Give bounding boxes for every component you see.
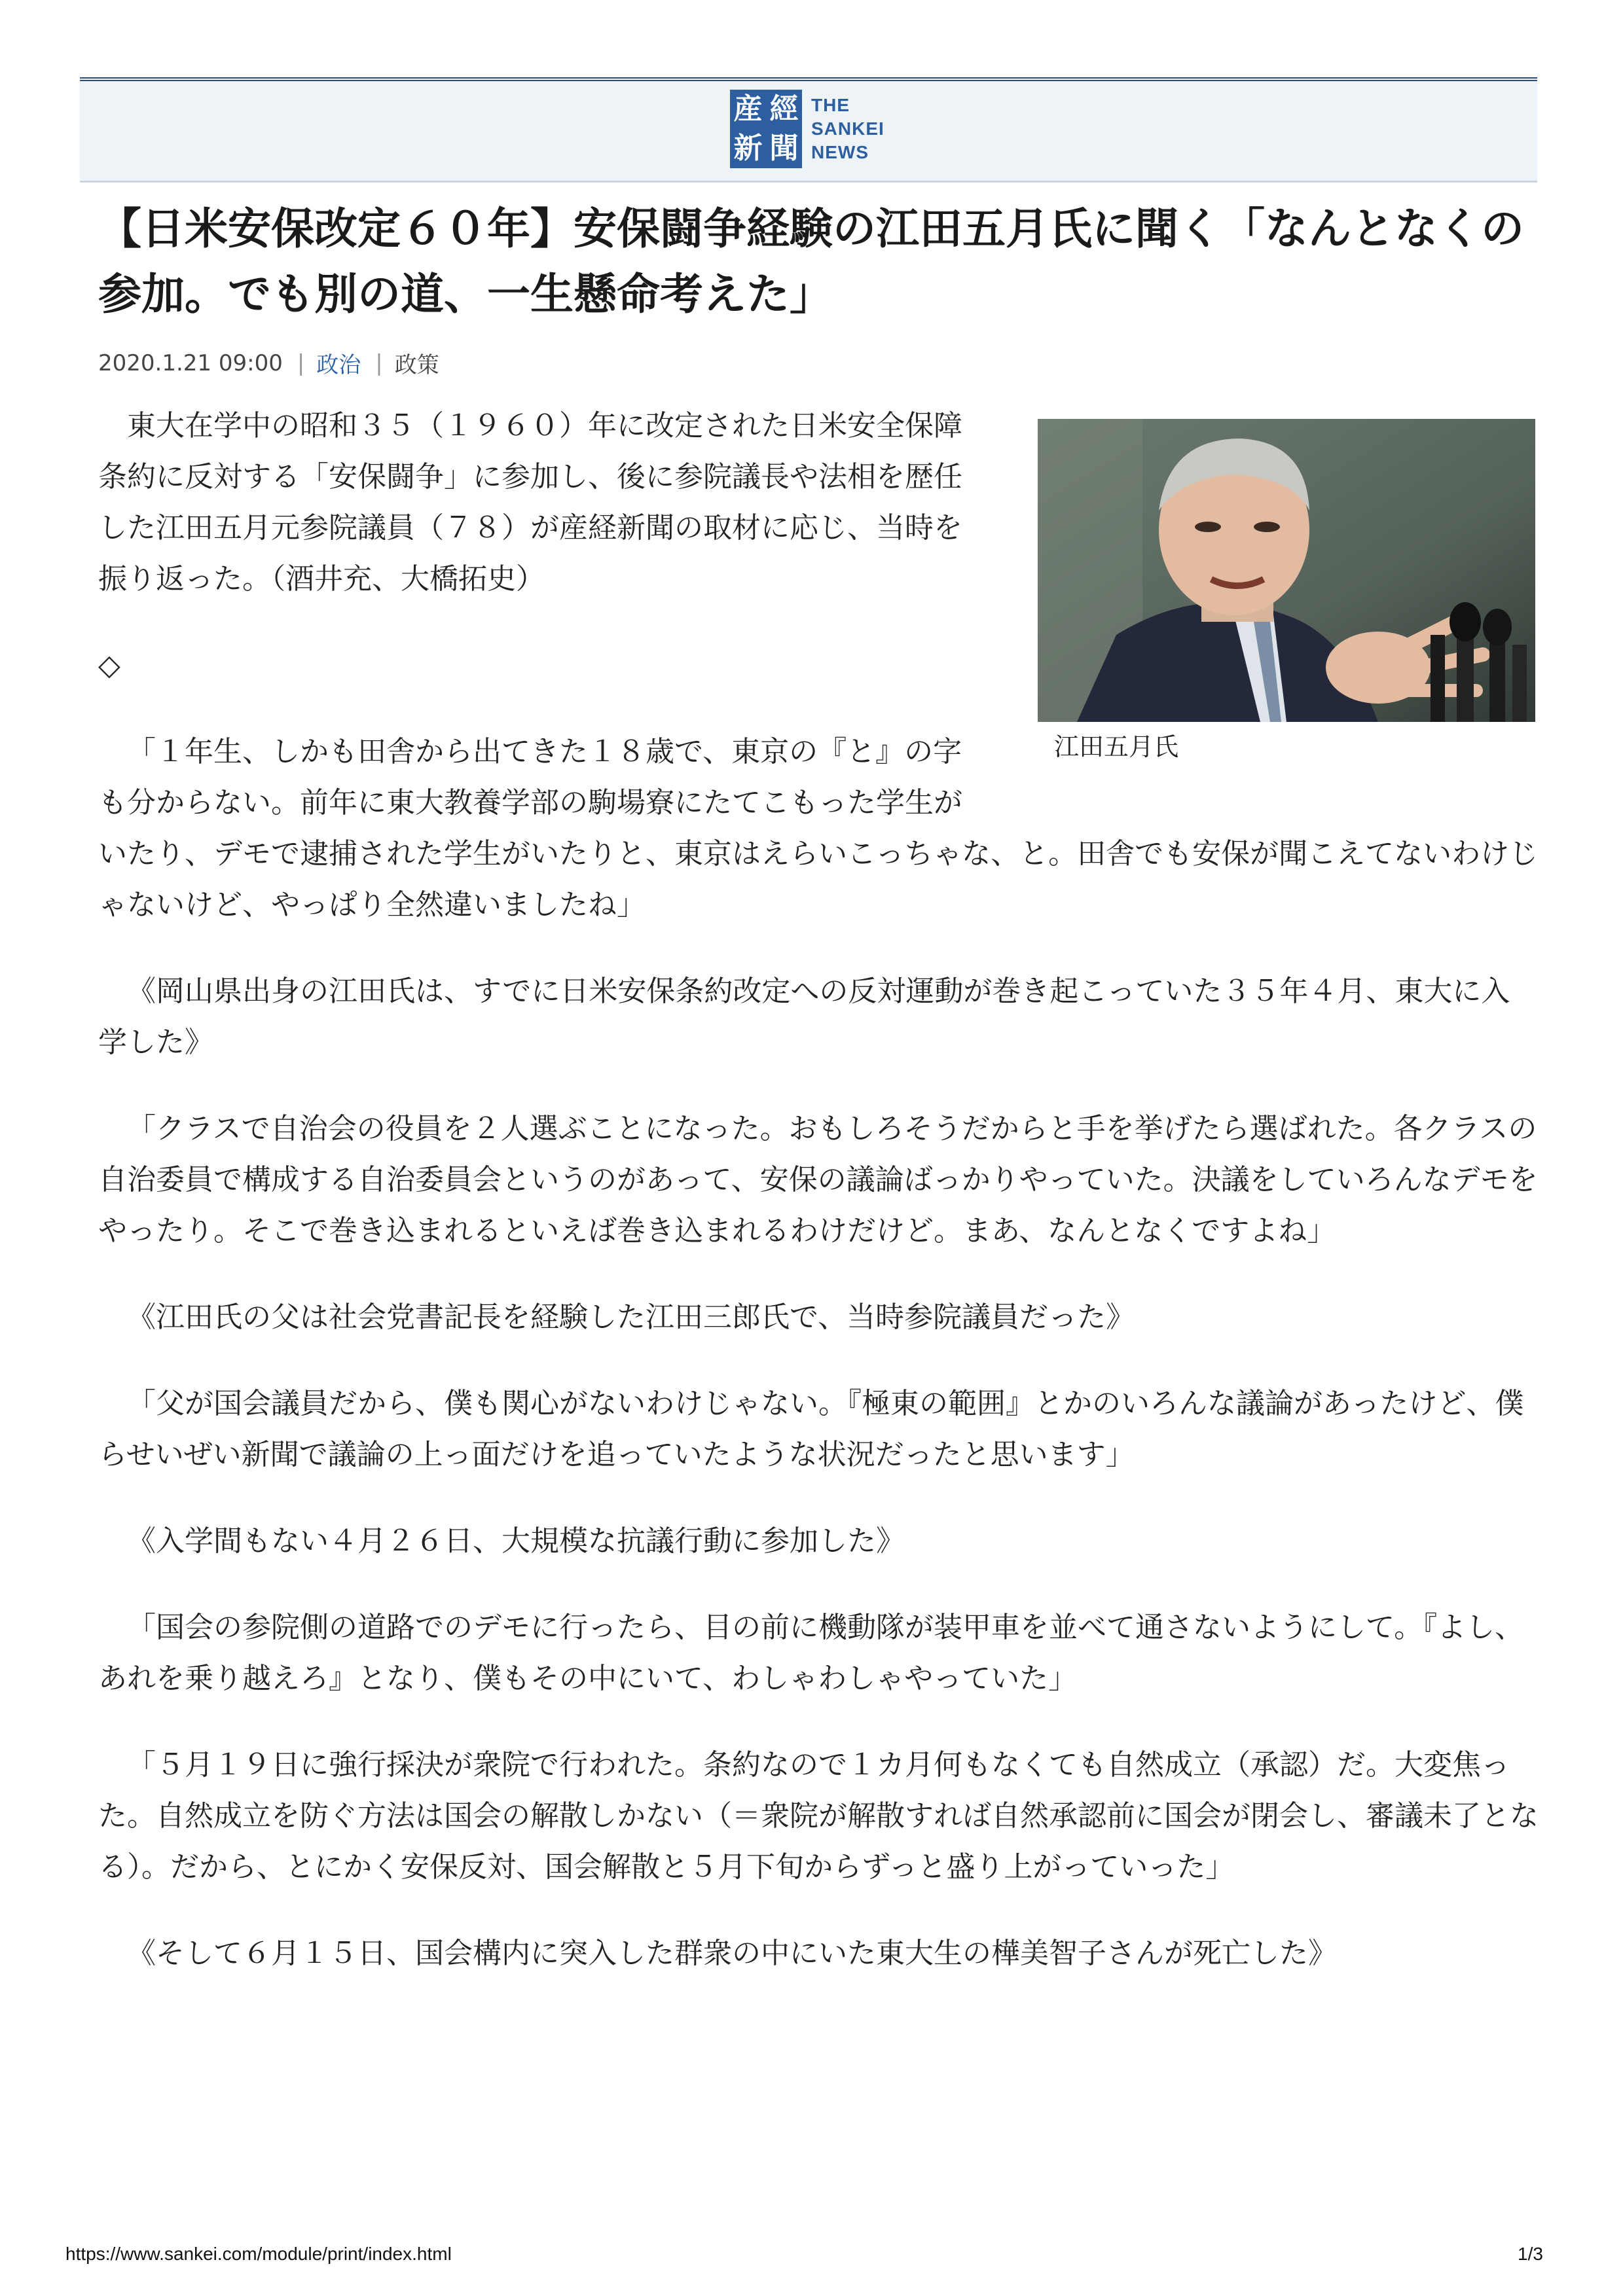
article-paragraph: 《入学間もない４月２６日、大規模な抗議行動に参加した》 (127, 1524, 905, 1558)
article-meta (98, 347, 439, 379)
photo-caption: 江田五月氏 (1054, 732, 1179, 761)
article-paragraph: 「国会の参院側の道路でのデモに行ったら、目の前に機動隊が装甲車を並べて通さないようにして。『よし、あれを乗り越えろ』となり、僕もその中にいて、わしゃわしゃやっていた」 (98, 1611, 1524, 1695)
article-paragraph: 東大在学中の昭和３５（１９６０）年に改定された日米安全保障条約に反対する「安保闘争」に参加し、後に参院議長や法相を歴任した江田五月元参院議員（７８）が産経新聞の取材に応じ、当時を振り返った。（酒井充、大橋拓史） (98, 409, 962, 596)
logo-text-line: THE (811, 95, 850, 115)
print-footer-url: https://www.sankei.com/module/print/index.html (65, 2244, 452, 2264)
article-paragraph: 「１年生、しかも田舎から出てきた１８歳で、東京の『と』の字も分からない。前年に東大教養学部の駒場寮にたてこもった学生がいたり、デモで逮捕された学生がいたりと、東京はえらいこっちゃな、と。田舎でも安保が聞こえてないわけじゃないけど、やっぱり全然違いましたね」 (98, 735, 1539, 922)
section-divider-symbol: ◇ (98, 649, 120, 682)
logo-glyph: 經 (769, 92, 799, 126)
meta-divider: | (297, 350, 305, 376)
logo-glyph: 新 (733, 132, 763, 165)
sankei-logo-mark (730, 90, 802, 168)
article-paragraph: 《江田氏の父は社会党書記長を経験した江田三郎氏で、当時参院議員だった》 (127, 1300, 1135, 1334)
article-body (98, 401, 1539, 2015)
logo-text-line: NEWS (811, 142, 869, 162)
article-paragraph: 《岡山県出身の江田氏は、すでに日米安保条約改定への反対運動が巻き起こっていた３５年４月、東大に入学した》 (98, 975, 1510, 1059)
article-title: 【日米安保改定６０年】安保闘争経験の江田五月氏に聞く「なんとなくの参加。でも別の道、一生懸命考えた」 (98, 204, 1524, 319)
subcategory-label: 政策 (394, 352, 439, 378)
logo-text-line: SANKEI (811, 118, 884, 139)
page-number: 1/3 (1518, 2244, 1543, 2264)
article-paragraph: 「クラスで自治会の役員を２人選ぶことになった。おもしろそうだからと手を挙げたら選ばれた。各クラスの自治委員で構成する自治委員会というのがあって、安保の議論ばっかりやっていた。決議をしていろんなデモをやったり。そこで巻き込まれるといえば巻き込まれるわけだけど。まあ、なんとなくですよね」 (98, 1112, 1538, 1247)
logo-glyph: 産 (733, 92, 763, 126)
category-link[interactable]: 政治 (316, 352, 361, 378)
logo-glyph: 聞 (769, 132, 799, 165)
logo-wordmark (811, 94, 884, 164)
sankei-logo[interactable] (730, 86, 884, 171)
article-paragraph: 「５月１９日に強行採決が衆院で行われた。条約なので１カ月何もなくても自然成立（承認）だ。大変焦った。自然成立を防ぐ方法は国会の解散しかない（＝衆院が解散すれば自然承認前に国会が閉会し、審議未了となる）。だから、とにかく安保反対、国会解散と５月下旬からずっと盛り上がっていった」 (98, 1748, 1539, 1884)
publish-date: 2020.1.21 09:00 (98, 350, 283, 376)
article-paragraph: 《そして６月１５日、国会構内に突入した群衆の中にいた東大生の樺美智子さんが死亡した》 (127, 1937, 1337, 1970)
meta-divider: | (375, 350, 383, 376)
article-paragraph: 「父が国会議員だから、僕も関心がないわけじゃない。『極東の範囲』とかのいろんな議論があったけど、僕らせいぜい新聞で議論の上っ面だけを追っていたような状況だったと思います」 (98, 1387, 1524, 1471)
